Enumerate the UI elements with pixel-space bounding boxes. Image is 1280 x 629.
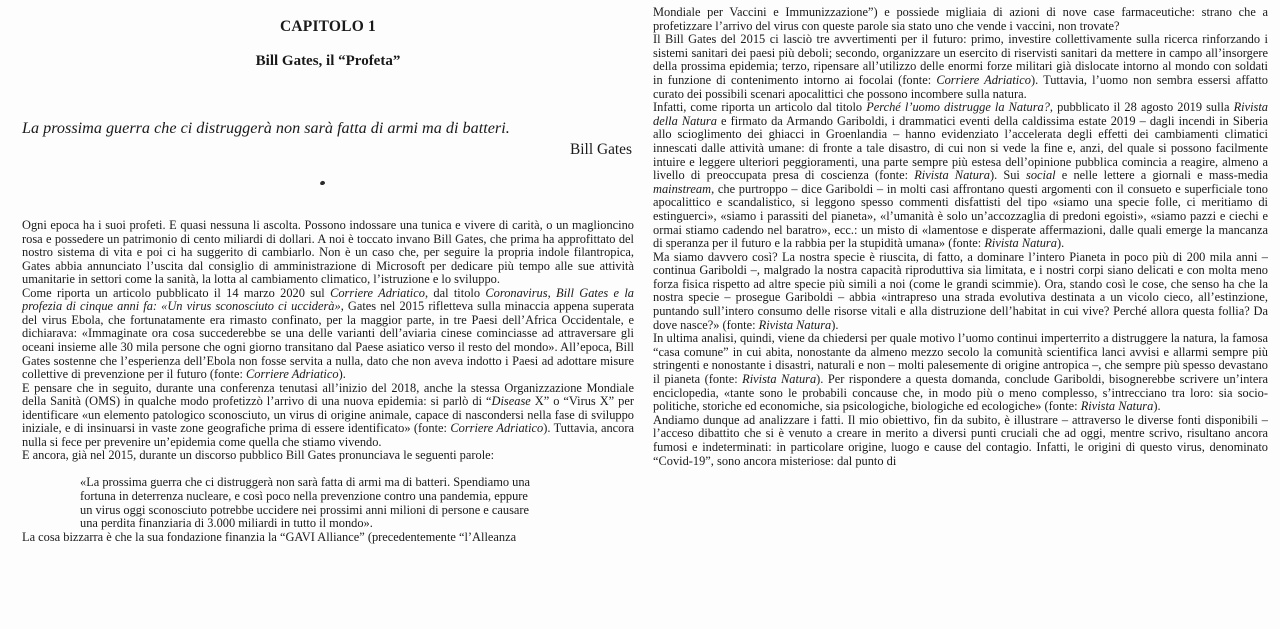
italic-run: Rivista Natura <box>984 236 1057 251</box>
paragraph <box>22 382 634 450</box>
text-run: E ancora, già nel 2015, durante un discorso pubblico Bill Gates pronunciava le seguenti parole: <box>22 448 495 463</box>
text-run: Ma siamo davvero così? La nostra specie è riuscita, di fatto, a dominare l’intero Pianeta in poco più di 200 mila anni – continua Gariboldi –, malgrado la nostra capacità riproduttiva sia limitata, e i nostri corpi siano delicati e con molta meno forza fisica rispetto ad altre specie più simili a noi (come le grandi scimmie). Ora, stando così le cose, che senso ha che la nostra specie – prosegue Gariboldi – abbia «intrapreso una strada evolutiva destinata a un vicolo cieco, all’estinzione, puntando sull’intero consumo delle risorse vitali e alla distruzione dell’habitat in cui vive? Perché allora questa follia? Da dove nasce?» (fonte: <box>653 249 1268 332</box>
gates-blockquote <box>22 476 634 530</box>
paragraph <box>22 531 634 545</box>
paragraph <box>653 414 1268 468</box>
text-run: ). <box>831 317 839 332</box>
paragraph <box>653 33 1268 101</box>
text-run: , che purtroppo – dice Gariboldi – in molti casi affrontano questi argomenti con il consueto e superficiale tono apocalittico e scandalistico, si leggono spesso commenti disfattisti del tipo «siamo una specie folle, ci meritiamo di estinguerci», «siamo i parassiti del pianeta», «l’umanità è solo un’accozzaglia di predoni egoisti», «siamo pazzi e ciechi e ormai stiamo cadendo nel baratro», ecc.: un misto di «lamentose e disperate affermazioni, dalle quali emerge la mancanza di speranza per il futuro e la rabbia per la stupidità umana» (fonte: <box>653 181 1268 251</box>
right-column <box>645 0 1280 629</box>
epigraph-quote: La prossima guerra che ci distruggerà non sarà fatta di armi ma di batteri. <box>22 119 510 138</box>
text-run: La cosa bizzarra è che la sua fondazione finanzia la “GAVI Alliance” (precedentemente “l’Alleanza <box>22 529 517 544</box>
chapter-title: CAPITOLO 1 <box>279 18 377 35</box>
text-run: Andiamo dunque ad analizzare i fatti. Il mio obiettivo, fin da subito, è illustrare – attraverso le diverse fonti disponibili – l’acceso dibattito che si è venuto a creare in merito a diversi punti cruciali che ad oggi, mentre scrivo, risultano ancora fumosi e indeterminati: in particolare origine, luogo e cause del contagio. Infatti, le origini di questo virus, denominato “Covid-19”, sono ancora misteriose: dal punto di <box>653 412 1268 468</box>
text-run: Ogni epoca ha i suoi profeti. E quasi nessuna li ascolta. Possono indossare una tunica e vivere di carità, o un maglioncino rosa e possedere un patrimonio di cento miliardi di dollari. A noi è toccato invano Bill Gates, che prima ha approfittato del nostro sistema di vita e poi ci ha suggerito di cambiarlo. Non è un caso che, per seguire la propria indole filantropica, Gates abbia annunciato l’uscita dal consiglio di amministrazione di Microsoft per dedicare più tempo alle sue attività umanitarie in settori come la sanità, la lotta al cambiamento climatico, l’istruzione e lo sviluppo. <box>22 218 634 287</box>
paragraph <box>22 287 634 382</box>
left-paragraph-list <box>22 219 634 463</box>
text-run: e firmato da Armando Gariboldi, i drammatici eventi della caldissima estate 2019 – dagli incendi in Siberia allo scioglimento dei ghiacci in Groenlandia – hanno evidenziato l’accelerata degli effetti dei cambiamenti climatici innescati dalle attività umane: di fronte a tale disastro, di cui non si vede la fine e, anzi, del quale si possono facilmente intuire e leggere ulteriori peggioramenti, una parte sempre più estesa dell’opinione pubblica comincia a reagire, almeno a livello di preoccupata presa di coscienza (fonte: <box>653 113 1268 183</box>
text-run: ). Per rispondere a questa domanda, conclude Gariboldi, bisognerebbe scrivere un’intera enciclopedia, «tante sono le probabili concause che, in modo più o meno complesso, s’intrecciano tra loro: sia socio-politiche, storiche ed economiche, sia psicologiche, biologiche ed ecologiche» (fonte: <box>653 372 1268 414</box>
text-run: Il Bill Gates del 2015 ci lasciò tre avvertimenti per il futuro: primo, investire collettivamente sulla ricerca rinforzando i sistemi sanitari dei paesi più deboli; secondo, organizzare un esercito di riservisti sanitari da mettere in campo all’insorgere della prossima epidemia; terzo, ripensare all’utilizzo delle enormi forze militari già dislocate intorno al mondo con soldati in funzione di contenimento intorno ai focolai (fonte: <box>653 32 1268 87</box>
text-run: e nelle lettere a giornali e mass-media <box>1055 168 1268 183</box>
epigraph-attribution: Bill Gates <box>570 140 632 158</box>
italic-run: mainstream <box>653 181 712 196</box>
italic-run: Disease <box>491 394 531 409</box>
italic-run: Rivista Natura <box>914 168 990 183</box>
italic-run: Rivista Natura <box>758 317 832 332</box>
left-closing-paragraph <box>22 531 634 545</box>
italic-run: Corriere Adriatico <box>936 72 1031 87</box>
text-run: ). Sui <box>989 168 1027 183</box>
text-run: ). Tuttavia, ancora nulla si fece per prevenire un’epidemia come quella che stiamo vivendo. <box>22 421 634 449</box>
text-run: , dal titolo <box>424 285 486 300</box>
left-body-text <box>22 219 634 544</box>
text-run: X” o “Virus X” per identificare «un elemento patologico sconosciuto, un virus di origine animale, capace di nascondersi nella fase di sviluppo iniziale, e di insinuarsi in vaste zone geografiche prima di essere identificato» (fonte: <box>22 394 634 436</box>
right-paragraph-list <box>653 6 1268 468</box>
italic-run: Corriere Adriatico <box>450 421 544 436</box>
text-run: ). <box>338 367 346 382</box>
epigraph <box>22 119 634 159</box>
text-run: Infatti, come riporta un articolo dal titolo <box>653 100 867 115</box>
paragraph <box>653 251 1268 333</box>
chapter-subtitle: Bill Gates, il “Profeta” <box>255 53 401 70</box>
italic-run: Coronavirus, Bill Gates e la profezia di cinque anni fa: «Un virus sconosciuto ci ucciderà» <box>22 285 634 314</box>
italic-run: social <box>1026 168 1056 183</box>
paragraph <box>653 6 1268 33</box>
italic-run: Rivista Natura <box>1080 399 1154 414</box>
blockquote-text: «La prossima guerra che ci distruggerà non sarà fatta di armi ma di batteri. Spendiamo una fortuna in deterrenza nucleare, e così poco nella prevenzione contro una pandemia, eppure un virus oggi sconosciuto potrebbe uccidere nei prossimi anni milioni di persone e causare una perdita finanziaria di 3.000 miliardi in tutto il mondo». <box>80 475 531 531</box>
text-run: ). <box>1153 399 1161 414</box>
text-run: , Gates nel 2015 rifletteva sulla minaccia appena superata del virus Ebola, che fortunatamente era rimasto confinato, per la maggior parte, in tre Paesi dell’Africa Occidentale, e dichiarava: «Immaginate ora cosa succederebbe se una delle varianti dell’aviaria cinese cominciasse ad attraversare gli oceani insieme alle 30 mila persone che ogni giorno transitano dal Paese asiatico verso il resto del mondo». All’epoca, Bill Gates sostenne che l’esperienza dell’Ebola non fosse servita a nulla, dato che non aveva indotto i Paesi ad adottare misure collettive di prevenzione per il futuro (fonte: <box>22 299 634 382</box>
paragraph <box>22 219 634 287</box>
italic-run: Rivista della Natura <box>653 100 1268 128</box>
text-run: E pensare che in seguito, durante una conferenza tenutasi all’inizio del 2018, anche la stessa Organizzazione Mondiale della Sanità (OMS) in qualche modo profetizzò l’arrivo di una nuova epidemia: si parlò di “ <box>22 380 634 409</box>
text-run: Come riporta un articolo pubblicato il 14 marzo 2020 sul <box>22 285 331 300</box>
paragraph <box>653 332 1268 414</box>
text-run: ). <box>1056 236 1065 251</box>
italic-run: Rivista Natura <box>742 372 817 387</box>
italic-run: Perché l’uomo distrugge la Natura? <box>866 100 1050 115</box>
italic-run: Corriere Adriatico <box>245 367 339 382</box>
italic-run: Corriere Adriatico <box>330 285 425 300</box>
text-run: In ultima analisi, quindi, viene da chiedersi per quale motivo l’uomo continui imperterrito a distruggere la natura, la famosa “casa comune” in cui abita, nonostante da almeno mezzo secolo la comunità scientifica lanci avvisi e allarmi sempre più stringenti e nonostante i disastri, naturali e non – molti palesemente di origine antropica –, che sempre più spesso devastano il pianeta (fonte: <box>653 331 1268 387</box>
text-run: ). Tuttavia, l’uomo non sembra essersi affatto curato dei possibili scenari apocalittici che possono incombere sulla natura. <box>653 72 1268 101</box>
paragraph <box>22 449 634 463</box>
paragraph <box>653 101 1268 251</box>
text-run: , pubblicato il 28 agosto 2019 sulla <box>1049 100 1234 115</box>
text-run: Mondiale per Vaccini e Immunizzazione”) e possiede migliaia di azioni di nove case farmaceutiche: strano che a profetizzare l’arrivo del virus con queste parole sia stato uno che vende i vaccini, non trovate? <box>653 5 1268 33</box>
